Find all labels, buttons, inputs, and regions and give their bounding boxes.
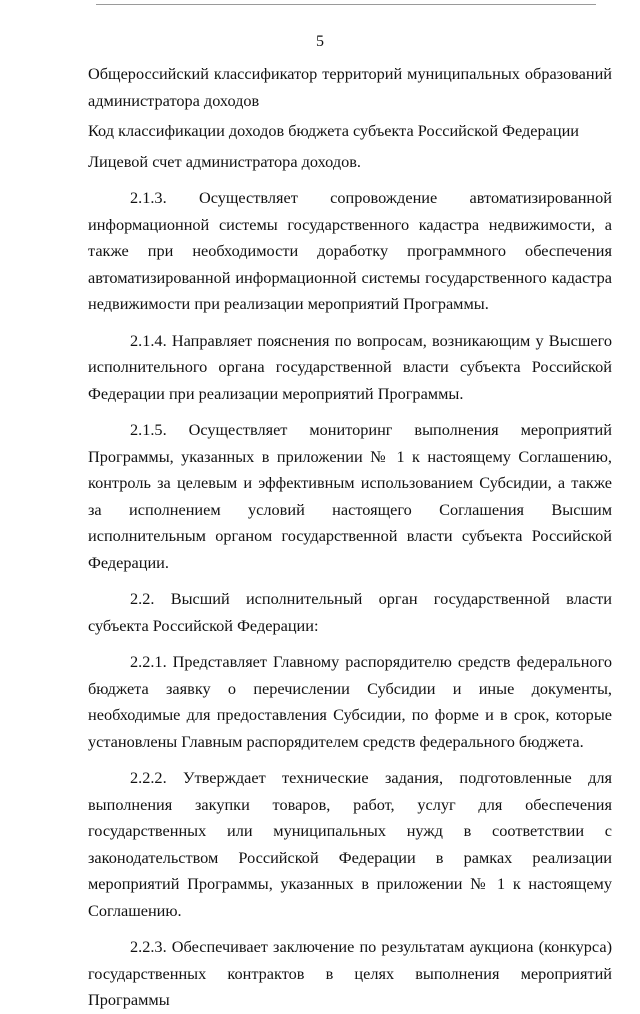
paragraph-2-2: [88, 586, 612, 639]
document-body: [88, 61, 612, 1014]
paragraph-number: 2.2.3.: [130, 937, 167, 956]
paragraph-2-2-1: [88, 649, 612, 755]
paragraph-text: Высший исполнительный орган государственной власти субъекта Российской Федерации:: [88, 589, 612, 635]
paragraph-text: Утверждает технические задания, подготовленные для выполнения закупки товаров, работ, услуг для обеспечения государственных или муниципальных нужд в соответствии с законодательством Российской Федерации в рамках реализации мероприятий Программы, указанных в приложении № 1 к настоящему Соглашению.: [88, 768, 612, 920]
paragraph-text: Представляет Главному распорядителю средств федерального бюджета заявку о перечислении Субсидии и иные документы, необходимые для предоставления Субсидии, по форме и в срок, которые установлены Главным распорядителем средств федерального бюджета.: [88, 652, 612, 751]
paragraph-number: 2.1.4.: [130, 330, 167, 350]
scan-top-edge-line: [96, 4, 596, 5]
paragraph-2-1-4: [88, 328, 612, 408]
paragraph-2-1-3: [88, 185, 612, 318]
paragraph-2-1-5: [88, 417, 612, 576]
paragraph-text: Обеспечивает заключение по результатам аукциона (конкурса) государственных контрактов в целях выполнения мероприятий Программы: [88, 937, 612, 1009]
paragraph-text: Направляет пояснения по вопросам, возникающим у Высшего исполнительного органа государственной власти субъекта Российской Федерации при реализации мероприятий Программы.: [88, 330, 612, 403]
paragraph-text: Осуществляет сопровождение автоматизированной информационной системы государственного кадастра недвижимости, а также при необходимости доработку программного обеспечения автоматизированной информационной системы государственного кадастра недвижимости при реализации мероприятий Программы.: [88, 188, 612, 313]
paragraph-number: 2.1.3.: [130, 188, 167, 207]
paragraph-number: 2.2.: [130, 589, 155, 608]
paragraph-number: 2.1.5.: [130, 420, 167, 439]
header-line-income-code: Код классификации доходов бюджета субъекта Российской Федерации: [88, 121, 579, 140]
header-line-personal-account: Лицевой счет администратора доходов.: [88, 151, 362, 171]
header-line-classifier: Общероссийский классификатор территорий муниципальных образований администратора доходов: [88, 64, 612, 110]
page-number: 5: [316, 33, 324, 50]
paragraph-number: 2.2.1.: [130, 652, 167, 671]
paragraph-2-2-2: [88, 765, 612, 924]
paragraph-2-2-3: [88, 934, 612, 1014]
paragraph-text: Осуществляет мониторинг выполнения мероприятий Программы, указанных в приложении № 1 к настоящему Соглашению, контроль за целевым и эффективным использованием Субсидии, а также за исполнением условий настоящего Соглашения Высшим исполнительным органом государственной власти субъекта Российской Федерации.: [88, 420, 612, 572]
paragraph-number: 2.2.2.: [130, 768, 167, 787]
